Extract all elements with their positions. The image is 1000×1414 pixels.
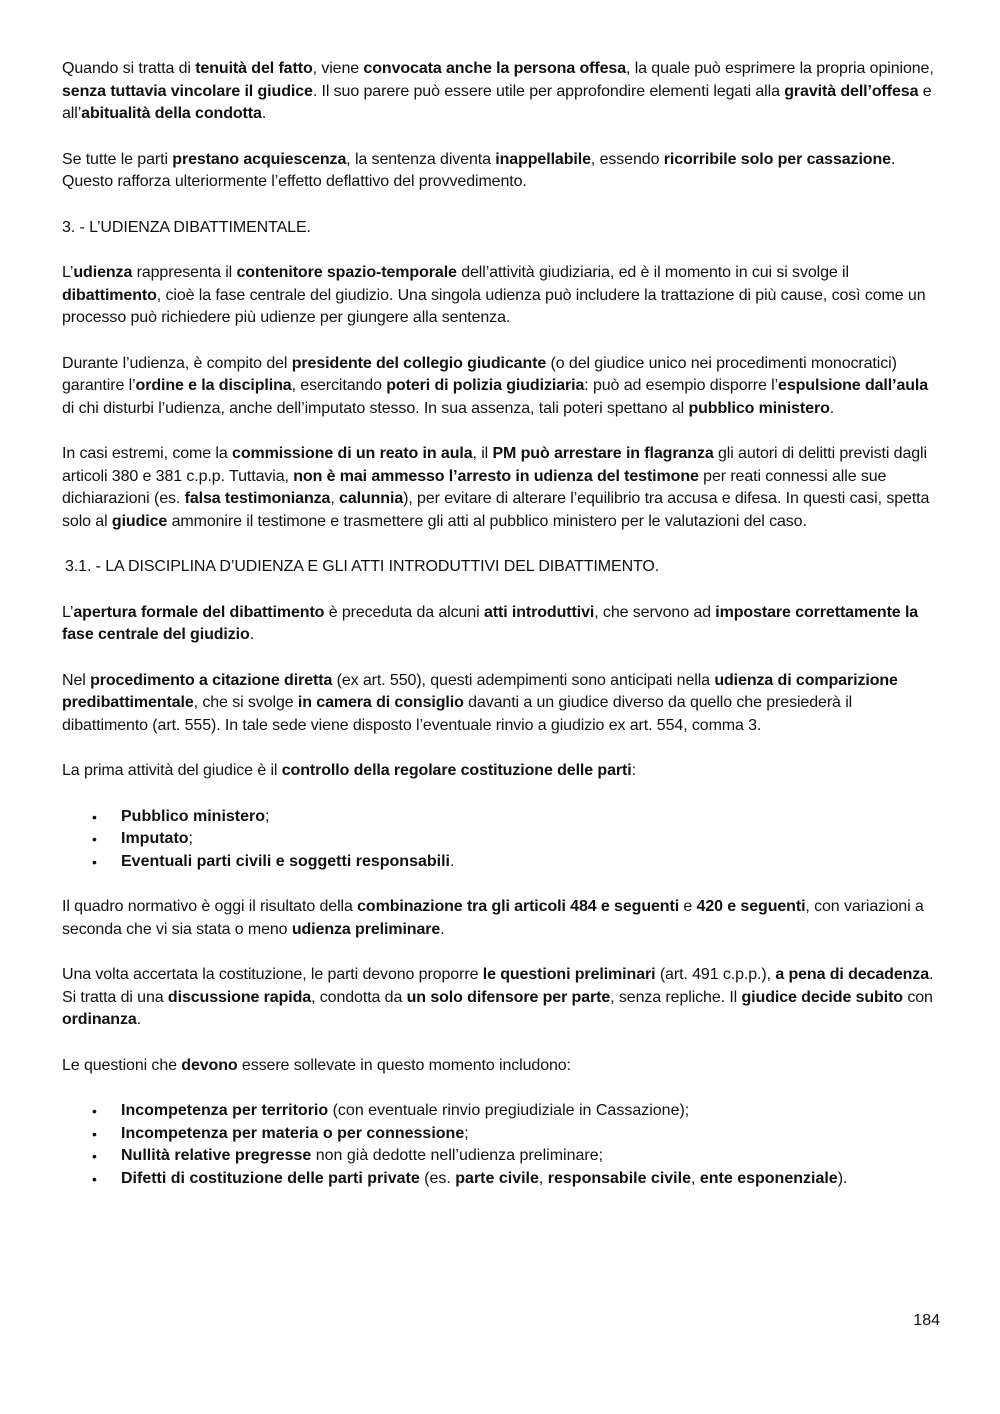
text-run: ; (265, 807, 270, 825)
bold-text: senza tuttavia vincolare il giudice (62, 82, 313, 100)
bold-text: gravità dell’offesa (784, 82, 919, 100)
text-run: essere sollevate in questo momento includono: (237, 1056, 571, 1074)
text-run: , (538, 1169, 548, 1187)
text-run: 3. - L’UDIENZA DIBATTIMENTALE. (62, 218, 311, 236)
text-run: Il quadro normativo è oggi il risultato della (62, 898, 358, 915)
text-run: , che servono ad (594, 603, 716, 621)
bold-text: giudice (111, 512, 168, 530)
text-run: L’ (62, 264, 74, 281)
bold-text: devono (181, 1056, 238, 1074)
bold-text: ricorribile solo per cassazione (663, 150, 891, 168)
paragraph-tenuita (62, 58, 938, 126)
text-run: . (261, 105, 267, 122)
text-run: . Il suo parere può essere utile per approfondire elementi legati alla (312, 82, 785, 100)
paragraph-casi-estremi (62, 443, 938, 533)
text-run: , condotta da (311, 988, 407, 1006)
paragraph-apertura (62, 602, 938, 647)
bold-text: espulsione dall’aula (778, 377, 929, 394)
bold-text: apertura formale del dibattimento (73, 603, 325, 621)
parties-list (62, 806, 938, 874)
text-run: , con variazioni a seconda che vi sia stata o meno (62, 898, 924, 938)
list-item (92, 1100, 938, 1123)
paragraph-citazione-diretta (62, 670, 938, 738)
bullet-icon: • (92, 853, 97, 870)
text-run: In casi estremi, come la (62, 445, 233, 462)
text-run: non già dedotte nell’udienza preliminare; (311, 1147, 604, 1164)
text-run: . (136, 1011, 142, 1028)
bold-text: giudice decide subito (741, 988, 903, 1006)
text-run: , la quale può esprimere la propria opinione, (626, 60, 934, 77)
list-item (92, 1145, 938, 1168)
text-run: (o del giudice unico nei procedimenti monocratici) garantire l’ (62, 354, 897, 394)
bold-text: tenuità del fatto (195, 60, 313, 77)
text-run: davanti a un giudice diverso da quello che presiederà il dibattimento (art. 555). In tale sede viene disposto l’eventuale rinvio a giudizio ex art. 554, comma 3. (62, 694, 853, 734)
bold-text: dibattimento (62, 286, 157, 304)
bold-text: udienza preliminare (291, 920, 441, 938)
list-item (92, 1123, 938, 1146)
text-run: Quando si tratta di (62, 60, 196, 77)
page-number: 184 (913, 1312, 940, 1329)
bold-text: ente esponenziale (699, 1169, 838, 1187)
text-run: , viene (312, 60, 364, 77)
text-run: , il (472, 445, 493, 462)
section-heading-3-1 (62, 556, 938, 579)
text-run: . (829, 399, 835, 417)
text-run: (con eventuale rinvio pregiudiziale in Cassazione); (328, 1102, 690, 1119)
bold-text: atti introduttivi (483, 603, 595, 621)
paragraph-presidente (62, 353, 938, 421)
paragraph-quadro-normativo (62, 896, 938, 941)
bold-text: a pena di decadenza (775, 966, 930, 983)
bold-text: parte civile (455, 1169, 539, 1187)
bold-text: abitualità della condotta (81, 105, 262, 122)
paragraph-questioni-preliminari (62, 964, 938, 1032)
bullet-icon: • (92, 1103, 97, 1119)
paragraph-acquiescenza (62, 149, 938, 194)
text-run: . (440, 920, 445, 938)
bold-text: responsabile civile (547, 1169, 691, 1187)
text-run: , (330, 490, 340, 507)
text-run: per reati connessi alle sue dichiarazioni (es. (62, 467, 887, 507)
bullet-icon: • (92, 1125, 97, 1142)
bullet-icon: • (92, 808, 97, 825)
bold-text: impostare correttamente la fase centrale del giudizio (62, 603, 919, 643)
text-run: . Questo rafforza ulteriormente l’effetto deflattivo del provvedimento. (62, 150, 896, 190)
questions-list (62, 1100, 938, 1190)
text-run: Se tutte le parti (62, 150, 173, 168)
bold-text: poteri di polizia giudiziaria (386, 377, 585, 394)
text-run: L’ (62, 603, 74, 621)
bold-text: calunnia (339, 490, 404, 507)
text-run: . Si tratta di una (62, 966, 934, 1006)
bold-text: Nullità relative pregresse (121, 1147, 312, 1164)
bold-text: pubblico ministero (688, 399, 830, 417)
bold-text: non è mai ammesso l’arresto in udienza del testimone (293, 467, 699, 485)
bold-text: Pubblico ministero (121, 807, 266, 825)
text-run: è preceduta da alcuni (324, 603, 484, 621)
text-run: di chi disturbi l’udienza, anche dell’imputato stesso. In sua assenza, tali poteri spettano al (62, 399, 689, 417)
list-item (92, 1168, 938, 1191)
text-run: rappresenta il (132, 264, 237, 281)
text-run: , cioè la fase centrale del giudizio. Una singola udienza può includere la trattazione di più cause, così come un processo può richiedere più udienze per giungere alla sentenza. (62, 286, 926, 326)
text-run: (art. 491 c.p.p.), (655, 966, 776, 983)
paragraph-prima-attivita (62, 760, 938, 783)
text-run: : può ad esempio disporre l’ (584, 377, 779, 394)
bold-text: Difetti di costituzione delle parti private (121, 1169, 420, 1187)
text-run: dell’attività giudiziaria, ed è il momento in cui si svolge il (456, 264, 849, 281)
paragraph-questioni-intro (62, 1055, 938, 1078)
bullet-icon: • (92, 831, 97, 847)
text-run: gli autori di delitti previsti dagli articoli 380 e 381 c.p.p. Tuttavia, (62, 445, 927, 485)
text-run: (ex art. 550), questi adempimenti sono anticipati nella (332, 671, 715, 689)
bold-text: 420 e seguenti (696, 898, 806, 915)
text-run: e all’ (62, 82, 932, 122)
text-run: ). (837, 1169, 848, 1187)
text-run: , senza repliche. Il (610, 988, 742, 1006)
text-run: Nel (62, 671, 91, 689)
bold-text: Incompetenza per territorio (121, 1102, 329, 1119)
text-run: Le questioni che (62, 1056, 182, 1074)
bold-text: udienza di comparizione predibattimentale (62, 671, 898, 711)
bullet-icon: • (92, 1170, 97, 1187)
text-run: La prima attività del giudice è il (62, 762, 282, 779)
bold-text: presidente del collegio giudicante (291, 354, 547, 372)
bold-text: Imputato (121, 830, 189, 847)
text-run: . (449, 852, 455, 870)
bold-text: ordinanza (62, 1011, 137, 1028)
bold-text: inappellabile (495, 150, 591, 168)
bold-text: un solo difensore per parte (406, 988, 611, 1006)
bold-text: discussione rapida (167, 988, 312, 1006)
bold-text: controllo della regolare costituzione delle parti (281, 762, 632, 779)
bold-text: PM può arrestare in flagranza (492, 445, 714, 462)
text-run: Durante l’udienza, è compito del (62, 354, 292, 372)
text-run: . (249, 626, 255, 643)
text-run: ammonire il testimone e trasmettere gli atti al pubblico ministero per le valutazioni del caso. (167, 512, 807, 530)
text-run: : (631, 762, 636, 779)
bold-text: le questioni preliminari (482, 966, 656, 983)
text-run: , essendo (590, 150, 664, 168)
bold-text: convocata anche la persona offesa (363, 60, 626, 77)
bullet-icon: • (92, 1148, 97, 1164)
text-run: (es. (419, 1169, 456, 1187)
bold-text: combinazione tra gli articoli 484 e seguenti (357, 898, 680, 915)
list-item (92, 851, 938, 874)
text-run: , che si svolge (193, 694, 298, 711)
bold-text: procedimento a citazione diretta (90, 671, 333, 689)
text-run: con (902, 988, 933, 1006)
list-item (92, 806, 938, 829)
text-run: ; (464, 1124, 469, 1142)
bold-text: Incompetenza per materia o per connessione (121, 1124, 465, 1142)
text-run: , esercitando (291, 377, 387, 394)
text-run: e (679, 898, 697, 915)
text-run: ; (188, 830, 193, 847)
text-run: , la sentenza diventa (346, 150, 496, 168)
text-run: Una volta accertata la costituzione, le parti devono proporre (62, 966, 483, 983)
bold-text: udienza (73, 264, 133, 281)
bold-text: commissione di un reato in aula (232, 445, 473, 462)
section-heading-3 (62, 217, 938, 240)
bold-text: in camera di consiglio (297, 694, 464, 711)
bold-text: contenitore spazio-temporale (236, 264, 457, 281)
paragraph-udienza (62, 262, 938, 330)
text-run: ), per evitare di alterare l’equilibrio tra accusa e difesa. In questi casi, spetta solo al (62, 490, 930, 530)
bold-text: Eventuali parti civili e soggetti responsabili (121, 852, 450, 870)
text-run: 3.1. - LA DISCIPLINA D’UDIENZA E GLI ATTI INTRODUTTIVI DEL DIBATTIMENTO. (65, 558, 660, 575)
bold-text: ordine e la disciplina (135, 377, 292, 394)
bold-text: prestano acquiescenza (172, 150, 347, 168)
bold-text: falsa testimonianza (184, 490, 331, 507)
text-run: , (690, 1169, 700, 1187)
list-item (92, 828, 938, 851)
